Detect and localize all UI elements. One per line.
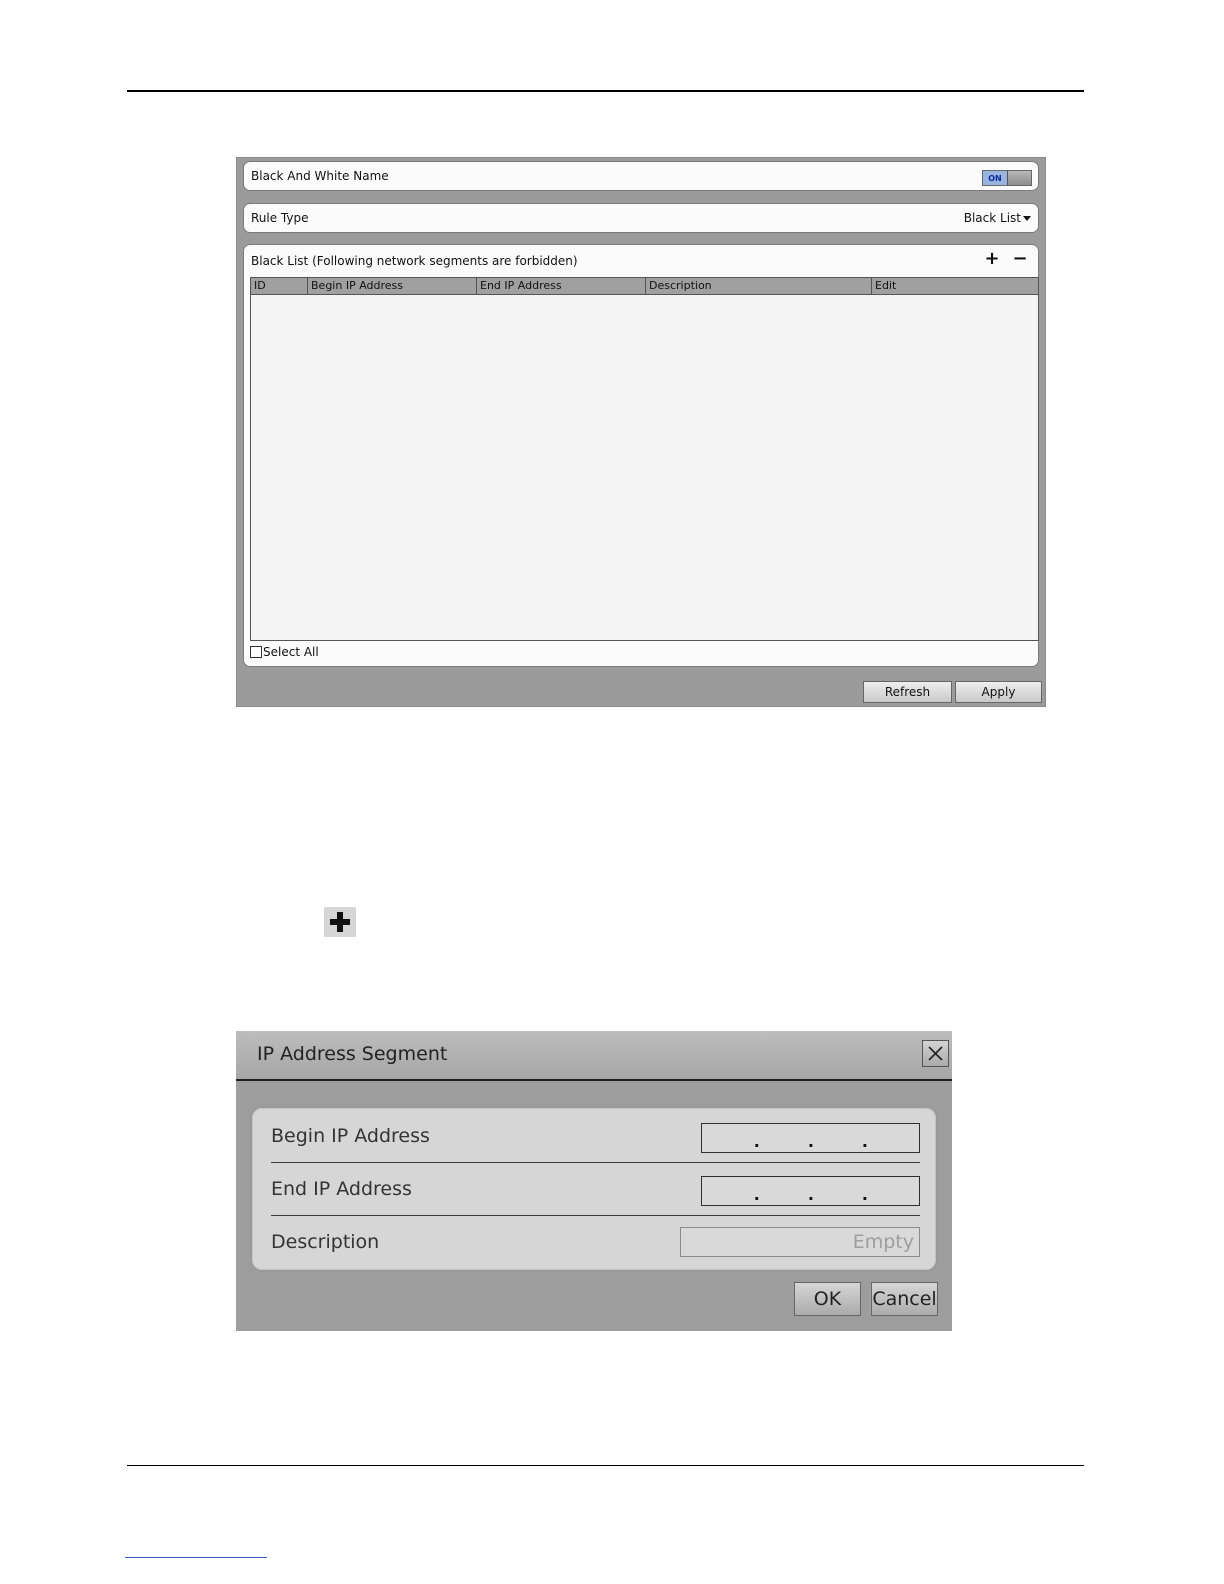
description-row: [271, 1216, 920, 1268]
checkbox-icon: [250, 646, 262, 658]
toggle-knob: [1007, 171, 1031, 185]
bw-name-toggle[interactable]: [982, 170, 1032, 186]
end-ip-label: End IP Address: [271, 1178, 412, 1200]
col-header-edit[interactable]: Edit: [875, 279, 897, 292]
table-header: [251, 278, 1038, 295]
ip-segment-dialog: [236, 1031, 952, 1331]
col-header-begin-ip[interactable]: Begin IP Address: [308, 278, 477, 294]
footer-link-underline[interactable]: [125, 1557, 267, 1558]
toggle-on-label: ON: [983, 171, 1007, 185]
select-all-checkbox[interactable]: [250, 645, 319, 659]
close-icon: [923, 1041, 948, 1066]
plus-icon-glyph: [329, 911, 351, 933]
description-label: Description: [271, 1231, 380, 1253]
dialog-form: [250, 1106, 938, 1272]
rule-type-value: Black List: [963, 211, 1021, 225]
end-ip-row: [271, 1163, 920, 1216]
header-rule: [127, 90, 1084, 92]
blacklist-title: Black List (Following network segments are forbidden): [251, 254, 578, 268]
blacklist-table: [250, 277, 1039, 641]
blacklist-settings-screenshot: [236, 157, 1046, 707]
apply-button[interactable]: Apply: [955, 681, 1042, 703]
begin-ip-input[interactable]: . . .: [701, 1123, 920, 1153]
begin-ip-row: [271, 1110, 920, 1163]
dialog-titlebar: [236, 1031, 952, 1081]
remove-icon[interactable]: −: [1012, 248, 1028, 269]
select-all-label: Select All: [263, 645, 319, 659]
rule-type-row: [243, 203, 1039, 233]
rule-type-select[interactable]: [964, 211, 1031, 225]
refresh-button[interactable]: Refresh: [863, 681, 952, 703]
chevron-down-icon: [1023, 216, 1031, 221]
blacklist-panel: [243, 244, 1039, 667]
dialog-title: IP Address Segment: [257, 1043, 448, 1065]
col-header-id[interactable]: ID: [251, 278, 308, 294]
cancel-button[interactable]: Cancel: [871, 1282, 938, 1316]
footer-buttons: [863, 681, 1042, 703]
col-header-end-ip[interactable]: End IP Address: [477, 278, 646, 294]
plus-icon: [324, 907, 356, 937]
ok-button[interactable]: OK: [794, 1282, 861, 1316]
rule-type-label: Rule Type: [251, 211, 309, 225]
close-button[interactable]: [922, 1040, 949, 1067]
bw-name-label: Black And White Name: [251, 169, 389, 183]
end-ip-input[interactable]: . . .: [701, 1176, 920, 1206]
bw-name-row: [243, 161, 1039, 191]
list-actions: [984, 250, 1028, 268]
footer-rule: [127, 1465, 1084, 1466]
begin-ip-label: Begin IP Address: [271, 1125, 430, 1147]
add-icon[interactable]: +: [984, 248, 1000, 269]
description-input[interactable]: Empty: [680, 1227, 920, 1257]
col-header-description[interactable]: Description: [646, 278, 872, 294]
dialog-buttons: [794, 1282, 938, 1316]
